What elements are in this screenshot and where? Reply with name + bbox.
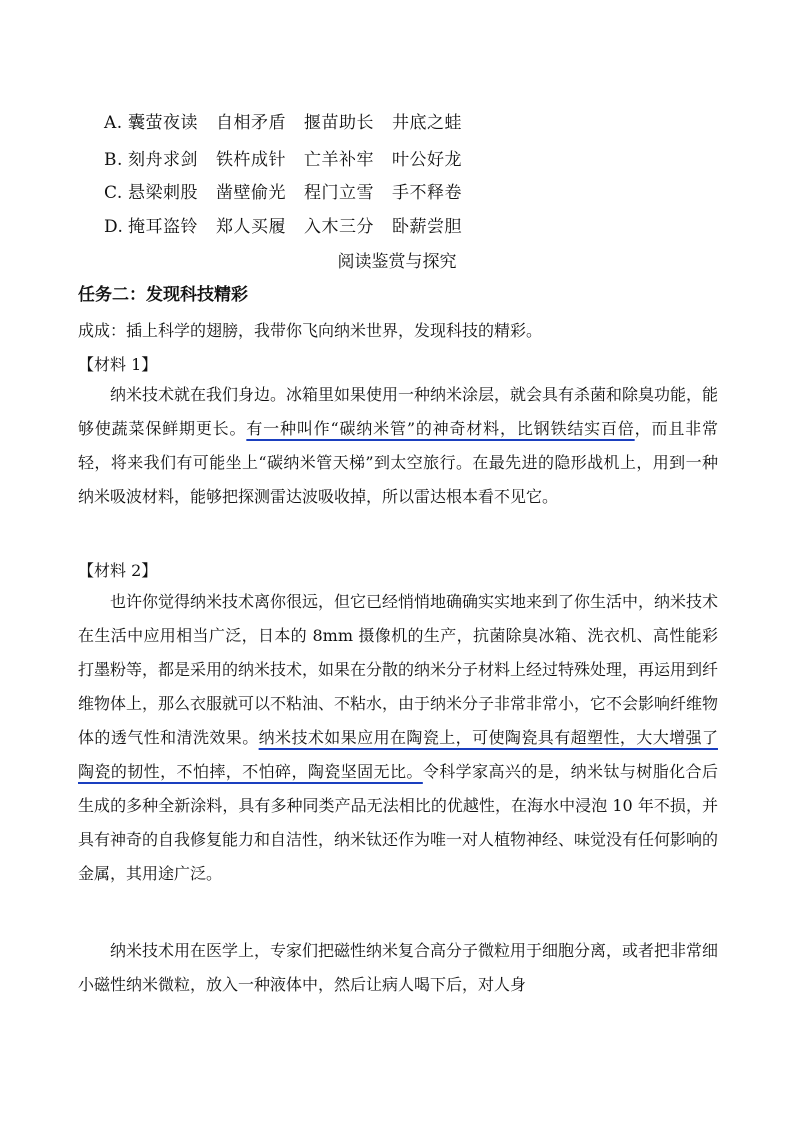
option-a: A. 囊萤夜读 自相矛盾 揠苗助长 井底之蛙 [104,113,462,133]
material-2-paragraph-2: 纳米技术用在医学上，专家们把磁性纳米复合高分子微粒用于细胞分离，或者把非常细小磁性纳米微粒，放入一种液体中，然后让病人喝下后，对人身 [78,941,719,994]
option-c: C. 悬梁刺股 凿壁偷光 程门立雪 手不释卷 [104,183,462,203]
material-2-label: 【材料 2】 [78,561,158,580]
section-title: 阅读鉴赏与探究 [337,252,457,272]
task-title: 任务二：发现科技精彩 [78,285,248,305]
material-1-paragraph: 纳米技术就在我们身边。冰箱里如果使用一种纳米涂层，就会具有杀菌和除臭功能，能够使蔬菜保鲜期更长。有一种叫作“碳纳米管”的神奇材料，比钢铁结实百倍，而且非常轻，将来我们有可能坐上“碳纳米管天梯”到太空旅行。在最先进的隐形战机上，用到一种纳米吸波材料，能够把探测雷达波吸收掉，所以雷达根本看不见它。 [78,385,719,506]
option-d: D. 掩耳盗铃 郑人买履 入木三分 卧薪尝胆 [104,217,462,237]
material-1-label: 【材料 1】 [78,355,158,374]
material-2-paragraph: 也许你觉得纳米技术离你很远，但它已经悄悄地确确实实地来到了你生活中，纳米技术在生活中应用相当广泛，日本的 8mm 摄像机的生产，抗菌除臭冰箱、洗衣机、高性能彩打墨粉等，都是采用的纳米技术，如果在分散的纳米分子材料上经过特殊处理，再运用到纤维物体上，那么衣服就可以不粘油、不粘水，由于纳米分子非常非常小，它不会影响纤维物体的透气性和清洗效果。纳米技术如果应用在陶瓷上，可使陶瓷具有超塑性，大大增强了陶瓷的韧性，不怕摔，不怕碎，陶瓷坚固无比。令科学家高兴的是，纳米钛与树脂化合后生成的多种全新涂料，具有多种同类产品无法相比的优越性，在海水中浸泡 10 年不损，并具有神奇的自我修复能力和自洁性，纳米钛还作为唯一对人植物神经、味觉没有任何影响的金属，其用途广泛。 [78,592,719,883]
intro-line: 成成：插上科学的翅膀，我带你飞向纳米世界，发现科技的精彩。 [78,321,543,340]
underlined-sentence: 有一种叫作“碳纳米管”的神奇材料，比钢铁结实百倍 [246,419,635,438]
option-b: B. 刻舟求剑 铁杵成针 亡羊补牢 叶公好龙 [104,150,462,170]
underlined-sentence: 纳米技术如果应用在陶瓷上，可使陶瓷具有超塑性，大大增强了陶瓷的韧性，不怕摔，不怕碎，陶瓷坚固无比。 [78,728,718,781]
